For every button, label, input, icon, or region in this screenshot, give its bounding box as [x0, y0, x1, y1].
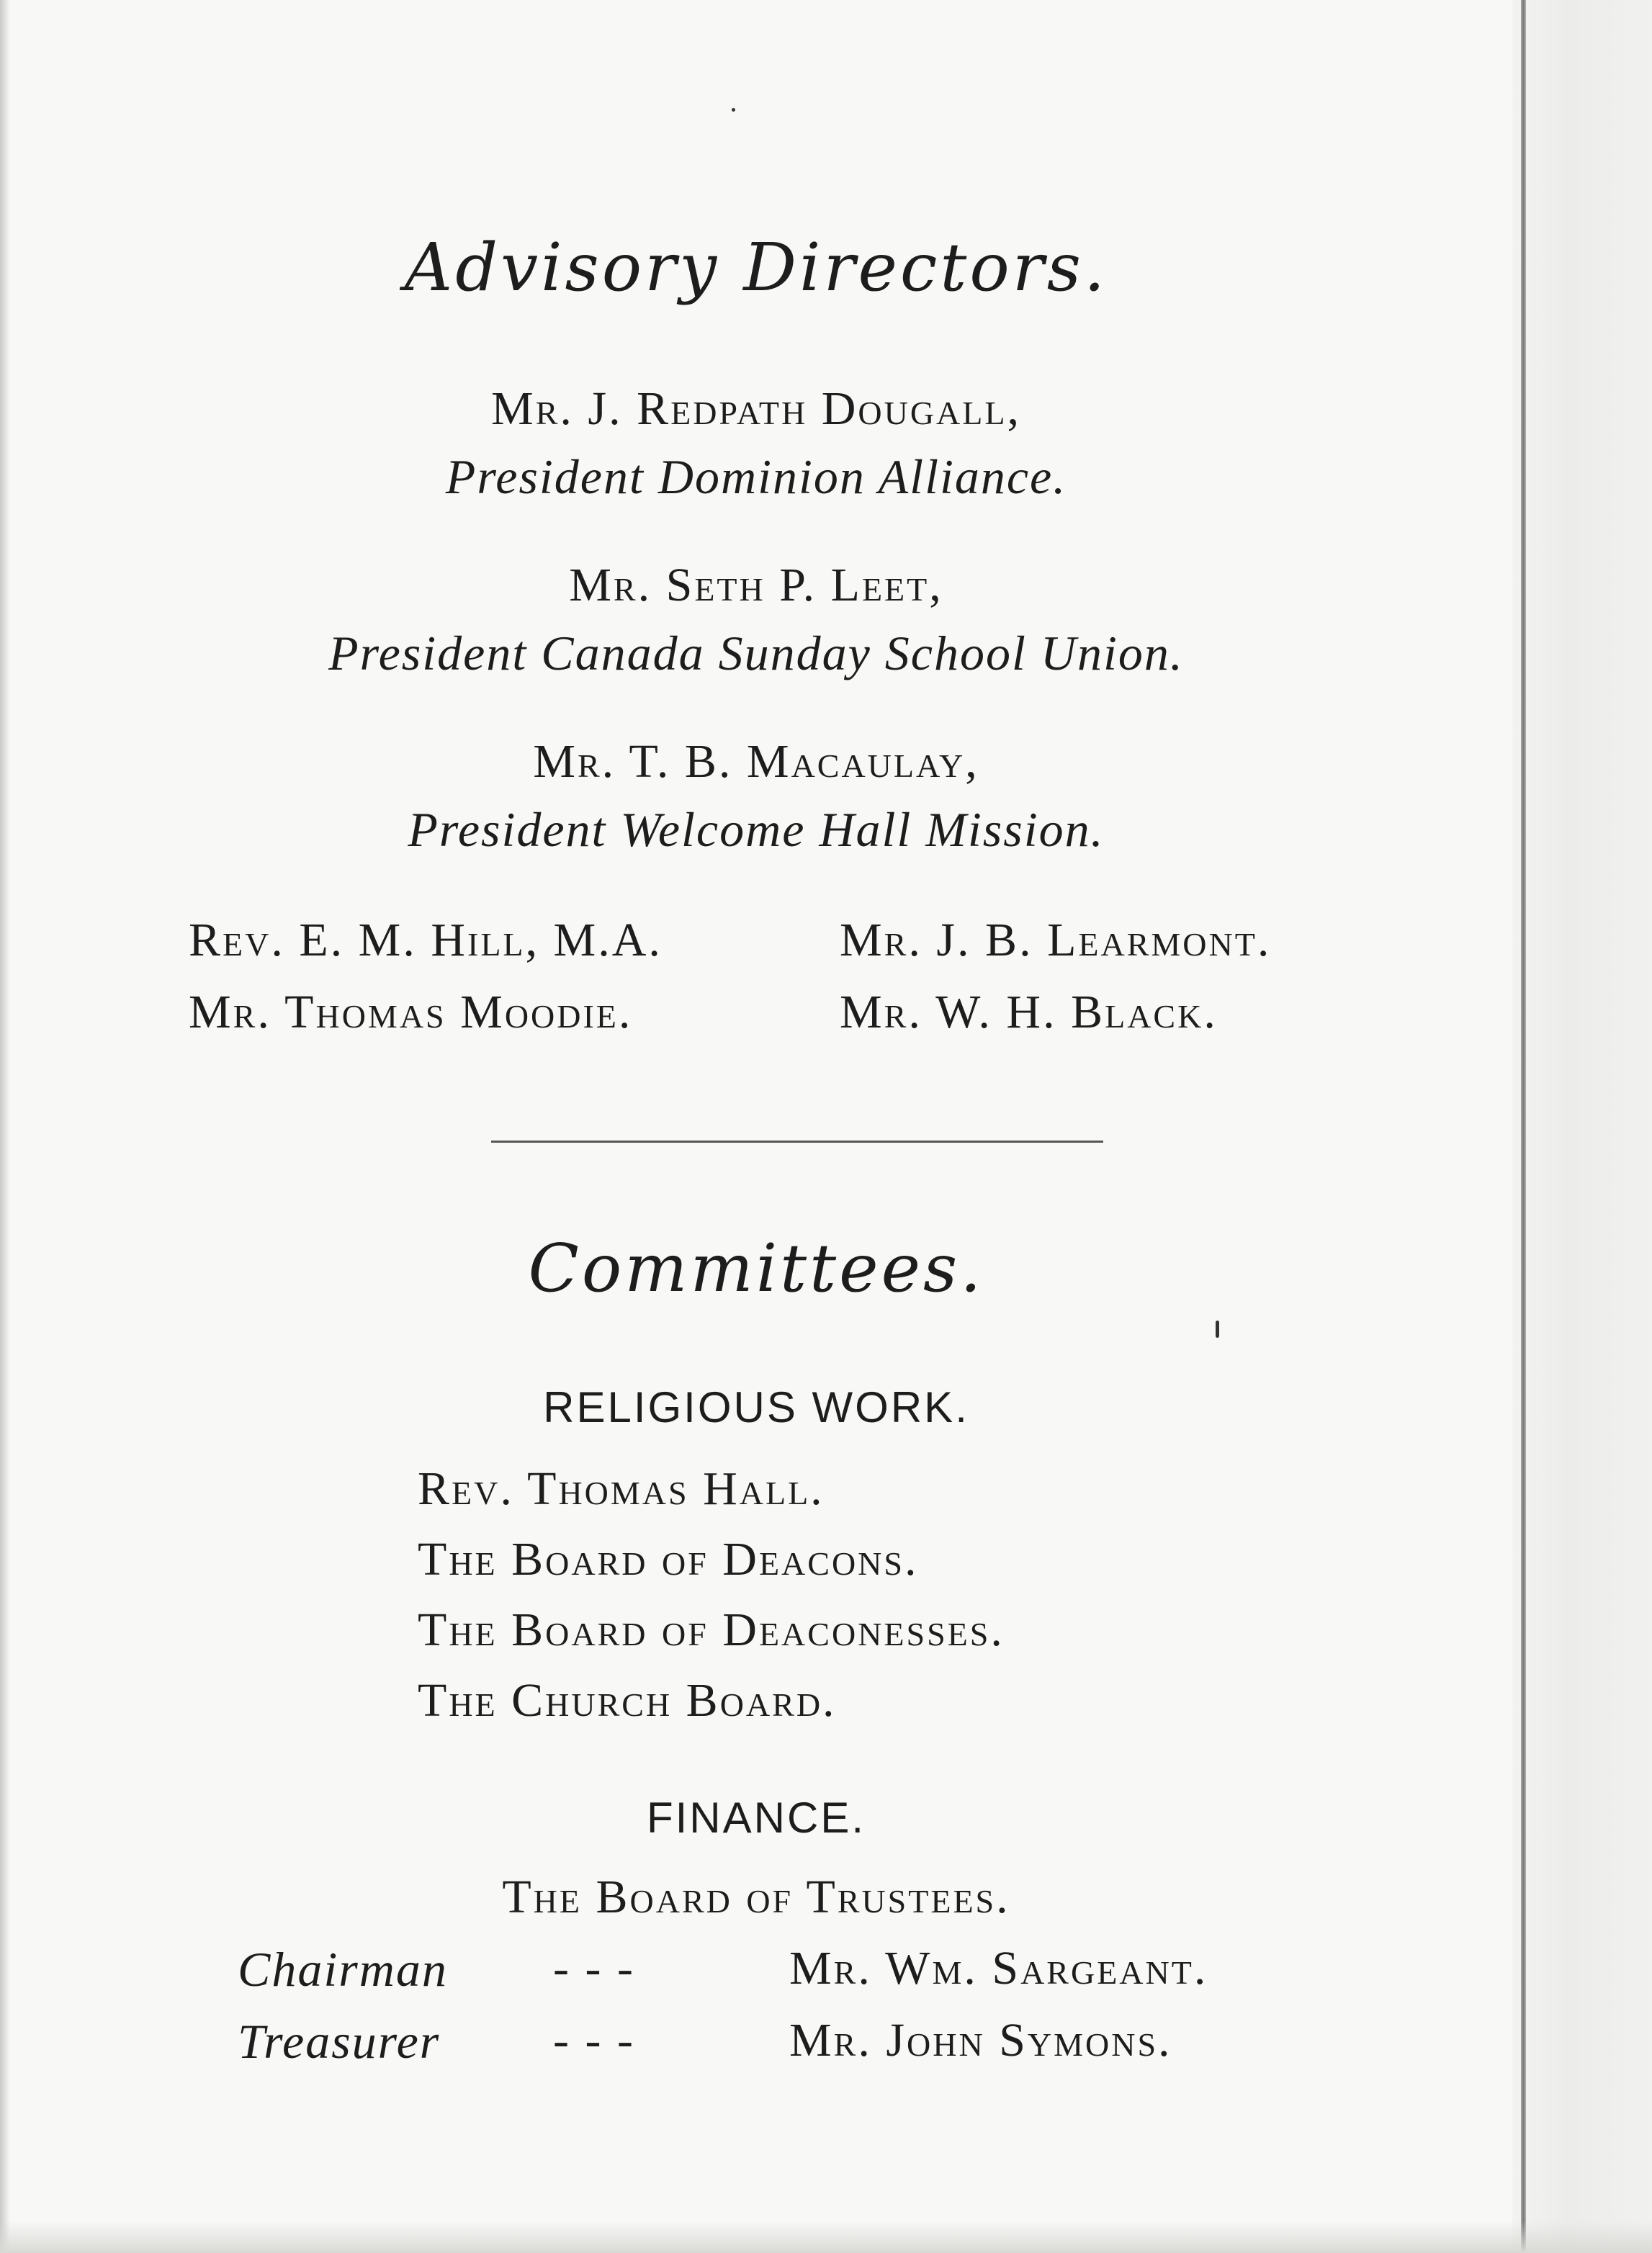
finance-heading: FINANCE. [646, 1794, 866, 1842]
binding-line [1521, 0, 1526, 2253]
director-name: Mr. T. B. Macaulay, [533, 735, 979, 788]
binding-edge [1512, 0, 1652, 2253]
officer-role: Treasurer [238, 2014, 441, 2069]
finance-board: The Board of Trustees. [502, 1871, 1010, 1923]
director-name: Mr. Thomas Moodie. [189, 986, 633, 1038]
director-name: Mr. Seth P. Leet, [569, 559, 943, 611]
officer-dashes: - - - [553, 1942, 635, 1995]
advisory-title: Advisory Directors. [404, 229, 1108, 306]
director-role: President Canada Sunday School Union. [328, 626, 1184, 680]
committee-member: Rev. Thomas Hall. [418, 1462, 825, 1515]
bottom-edge-shadow [0, 2221, 1652, 2253]
paper-speck [1216, 1321, 1219, 1338]
officer-dashes: - - - [553, 2014, 635, 2067]
director-role: President Dominion Alliance. [445, 449, 1067, 504]
director-name: Mr. J. B. Learmont. [840, 914, 1272, 966]
religious-work-heading: RELIGIOUS WORK. [543, 1383, 969, 1431]
committees-title: Committees. [528, 1230, 984, 1307]
director-name: Rev. E. M. Hill, M.A. [189, 914, 663, 966]
officer-name: Mr. John Symons. [789, 2014, 1172, 2067]
director-name: Mr. W. H. Black. [840, 986, 1218, 1038]
director-name: Mr. J. Redpath Dougall, [491, 382, 1021, 435]
committee-member: The Church Board. [418, 1674, 837, 1727]
director-role: President Welcome Hall Mission. [408, 802, 1105, 857]
paper-speck [732, 108, 735, 112]
committee-member: The Board of Deaconesses. [418, 1604, 1005, 1656]
committee-member: The Board of Deacons. [418, 1533, 919, 1586]
section-divider [491, 1141, 1103, 1143]
officer-role: Chairman [238, 1942, 448, 1997]
officer-name: Mr. Wm. Sargeant. [789, 1942, 1208, 1995]
